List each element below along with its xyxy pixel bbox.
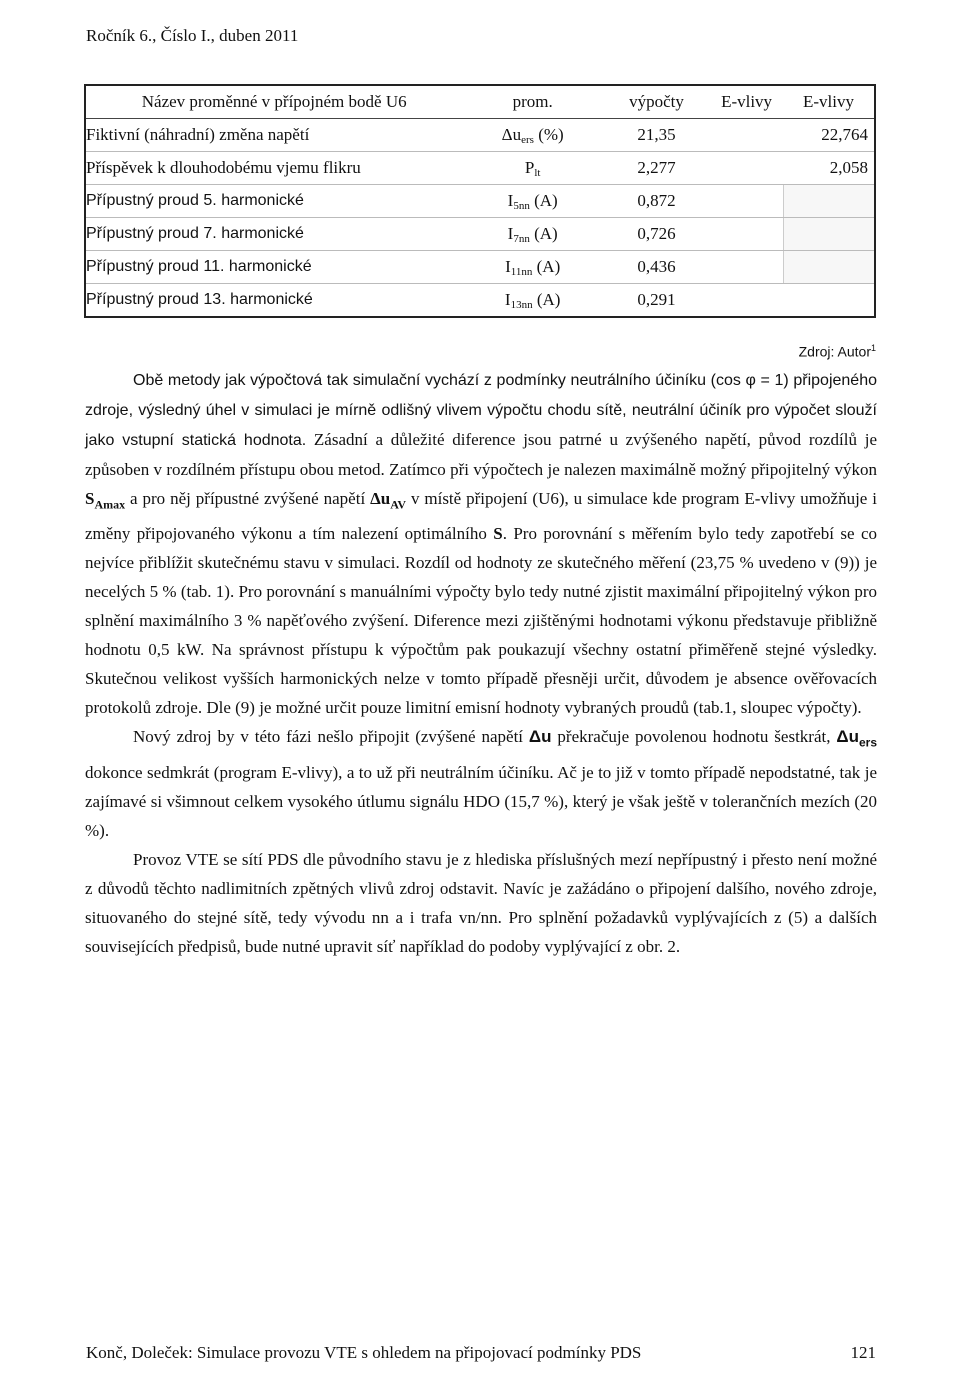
table-header-row <box>85 85 875 119</box>
row-variable: $I_{13nn}$ (A) <box>504 289 561 311</box>
row-evlivy-2: 2,058 <box>783 152 875 185</box>
col-header-evlivy-2: E-vlivy <box>783 85 875 119</box>
row-calc-value: 2,277 <box>603 152 710 185</box>
running-header: Ročník 6., Číslo I., duben 2011 <box>86 26 299 45</box>
row-variable: $I_{7nn}$ (A) <box>462 218 603 251</box>
paragraph-3: Provoz VTE se sítí PDS dle původního stavu je z hlediska příslušných mezí nepřípustný i přesto není možné z důvodů těchto nadlimitních zpětných vlivů zdroj odstavit. Navíc je zažádáno o připojení dalšího, nového zdroje, situovaného do stejné sítě, tedy vývodu nn a i trafa vn/nn. Pro splnění požadavků vyplývajících z (5) a dalších souvisejících předpisů, bude nutné upravit síť například do podoby vyplývající z obr. 2. <box>85 849 877 956</box>
page-number: 121 <box>850 1343 876 1362</box>
row-evlivy-1 <box>710 251 783 284</box>
row-evlivy-1 <box>710 185 783 218</box>
page-footer <box>86 1343 876 1363</box>
col-header-evlivy-1: E-vlivy <box>710 85 783 119</box>
row-variable: $I_{11nn}$ (A) <box>462 251 603 284</box>
row-name: Příspěvek k dlouhodobému vjemu flikru <box>85 152 462 185</box>
row-calc-value: 0,872 <box>603 185 710 218</box>
row-evlivy-2 <box>783 218 875 251</box>
row-variable: $\Delta u_{ers}$ (%) <box>462 119 603 152</box>
row-evlivy-2 <box>783 185 875 218</box>
row-calc-value: 0,726 <box>603 218 710 251</box>
table-row <box>85 284 875 318</box>
row-calc-value: 0,291 <box>637 290 676 309</box>
row-name: Fiktivní (náhradní) změna napětí <box>85 119 462 152</box>
row-evlivy-2 <box>783 284 875 318</box>
col-header-var: prom. <box>462 85 603 119</box>
row-evlivy-2: 22,764 <box>783 119 875 152</box>
paragraph-2: Nový zdroj by v této fázi nešlo připojit (zvýšené napětí Δu překračuje povolenou hodnotu šestkrát, $\Delta u_{ers}$ dokonce sedmkrát (program E-vlivy), a to už při neutrálním účiníku. Ač je to již v tomto případě nepodstatné, tak je zajímavé si všimnout celkem vysokého útlumu signálu HDO (15,7 %), který je však ještě v tolerančních mezích (20 %). <box>85 727 877 840</box>
table-row <box>85 119 875 152</box>
row-name: Přípustný proud 13. harmonické <box>86 291 313 308</box>
row-name: Přípustný proud 11. harmonické <box>85 251 462 284</box>
table-row <box>85 251 875 284</box>
row-name: Přípustný proud 5. harmonické <box>85 185 462 218</box>
table-row <box>85 185 875 218</box>
row-calc-value: 21,35 <box>603 119 710 152</box>
row-evlivy-1 <box>710 152 783 185</box>
table-row <box>85 152 875 185</box>
row-evlivy-1 <box>710 284 783 318</box>
footer-citation: Konč, Doleček: Simulace provozu VTE s ohledem na připojovací podmínky PDS <box>86 1343 642 1362</box>
row-evlivy-1 <box>710 218 783 251</box>
row-variable: $P_{lt}$ <box>462 152 603 185</box>
row-evlivy-2 <box>783 251 875 284</box>
results-table <box>84 84 876 318</box>
table-row <box>85 218 875 251</box>
col-header-name: Název proměnné v přípojném bodě U6 <box>85 85 462 119</box>
row-variable: $I_{5nn}$ (A) <box>462 185 603 218</box>
row-name: Přípustný proud 7. harmonické <box>85 218 462 251</box>
body-text <box>85 365 877 961</box>
row-evlivy-1 <box>710 119 783 152</box>
row-calc-value: 0,436 <box>603 251 710 284</box>
table-source: Zdroj: Autor$^1$ <box>798 343 876 360</box>
paragraph-1: Obě metody jak výpočtová tak simulační vychází z podmínky neutrálního účiníku (cos φ = 1) připojeného zdroje, výsledný úhel v simulaci je mírně odlišný vlivem výpočtu chodu sítě, neutrální účiník pro výpočet slouží jako vstupní statická hodnota. Zásadní a důležité diference jsou patrné u zvýšeného napětí, původ rozdílů je způsoben v rozdílném přístupu obou metod. Zatímco při výpočtech je nalezen maximálně možný připojitelný výkon $S_{Amax}$ a pro něj přípustné zvýšené napětí $\Delta u_{AV}$ v místě připojení (U6), u simulace kde program E-vlivy umožňuje i změny připojovaného výkonu a tím nalezení optimálního S. Pro porovnání s měřením bylo tedy zapotřebí se co nejvíce přiblížit skutečnému stavu v simulaci. Rozdíl od hodnoty ze skutečného měření (23,75 % uvedeno v (9)) je necelých 5 % (tab. 1). Pro porovnání s manuálními výpočty bylo tedy nutné zjistit maximální připojitelný výkon pro splnění maximálního 3 % napěťového zvýšení. Diference mezi zjištěnými hodnotami výkonu představuje přibližně hodnotu 0,5 kW. Na správnost přístupu k výpočtům pak poukazují všechny ostatní přiměřeně stejné výsledky. Skutečnou velikost vyšších harmonických nelze v tomto případě přesněji určit, důvodem je absence ověřovacích protokolů zdroje. Dle (9) je možné určit pouze limitní emisní hodnoty vybraných proudů (tab.1, sloupec výpočty). <box>85 372 877 718</box>
col-header-calc: výpočty <box>603 85 710 119</box>
